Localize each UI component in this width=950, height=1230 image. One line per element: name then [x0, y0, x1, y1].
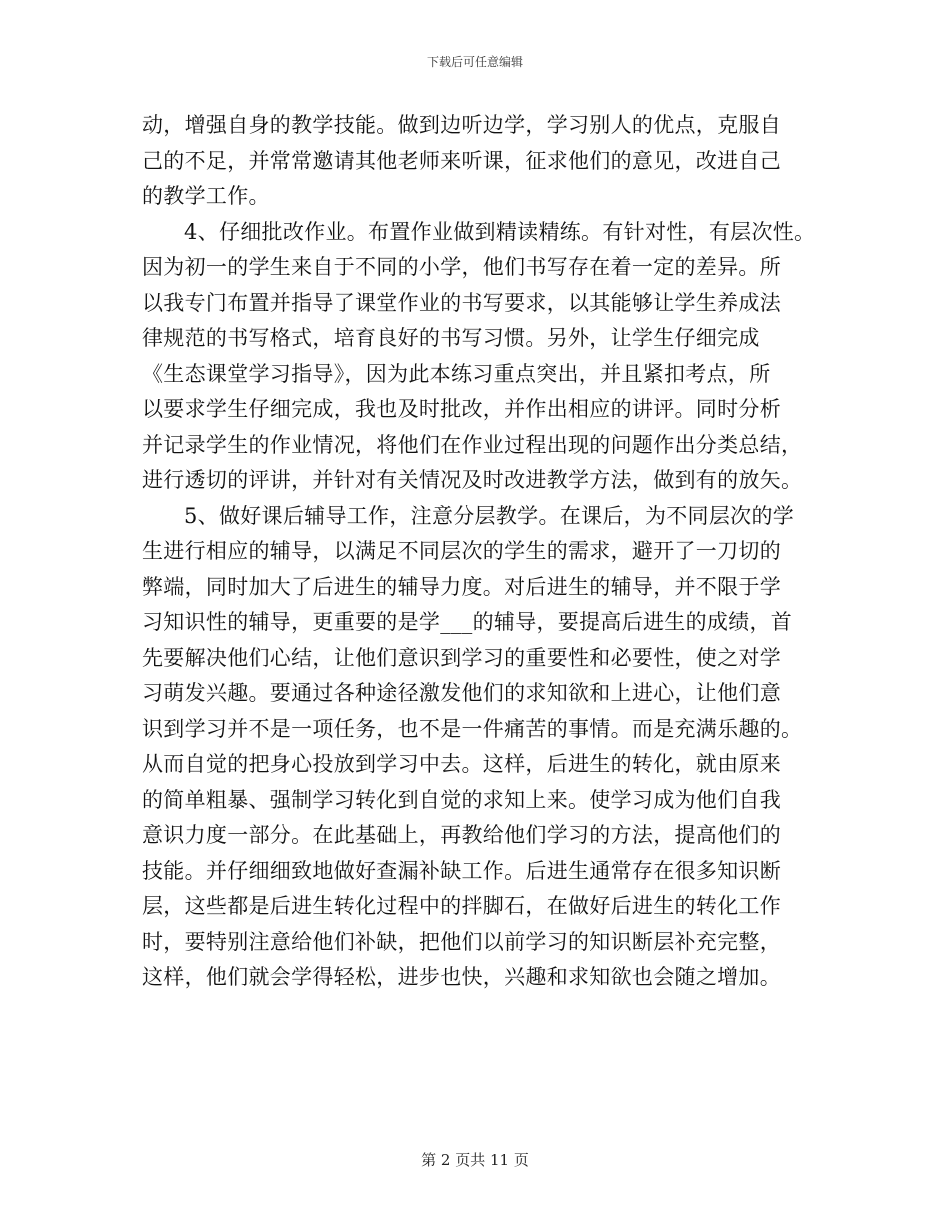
- text-line: 习知识性的辅导，更重要的是学___的辅导，要提高后进生的成绩，首: [142, 610, 793, 634]
- text-line: 进行透切的评讲，并针对有关情况及时改进教学方法，做到有的放矢。: [142, 468, 803, 492]
- paragraph-start-line: 4、仔细批改作业。布置作业做到精读精练。有针对性，有层次性。: [184, 219, 816, 244]
- text-line: 的教学工作。: [142, 184, 270, 208]
- text-line: 这样，他们就会学得轻松，进步也快，兴趣和求知欲也会随之增加。: [142, 965, 781, 989]
- text-line: 《生态课堂学习指导》，因为此本练习重点突出，并且紧扣考点，所: [142, 361, 771, 386]
- text-line: 律规范的书写格式，培育良好的书写习惯。另外，让学生仔细完成: [142, 326, 760, 350]
- text-line: 并记录学生的作业情况，将他们在作业过程出现的问题作出分类总结，: [142, 432, 803, 457]
- text-line: 层，这些都是后进生转化过程中的拌脚石，在做好后进生的转化工作: [142, 894, 781, 918]
- text-line: 技能。并仔细细致地做好查漏补缺工作。后进生通常存在很多知识断: [142, 858, 781, 883]
- text-line: 以我专门布置并指导了课堂作业的书写要求，以其能够让学生养成法: [142, 290, 781, 315]
- text-line: 从而自觉的把身心投放到学习中去。这样，后进生的转化，就由原来: [142, 752, 781, 776]
- text-line: 己的不足，并常常邀请其他老师来听课，征求他们的意见，改进自己: [142, 148, 781, 173]
- document-body: [142, 108, 832, 996]
- page-number-footer: 第 2 页共 11 页: [421, 1151, 529, 1169]
- text-line: 生进行相应的辅导，以满足不同层次的学生的需求，避开了一刀切的: [142, 539, 781, 563]
- text-line: 习萌发兴趣。要通过各种途径激发他们的求知欲和上进心，让他们意: [142, 681, 781, 705]
- text-line: 的简单粗暴、强制学习转化到自觉的求知上来。使学习成为他们自我: [142, 787, 781, 812]
- text-line: 先要解决他们心结，让他们意识到学习的重要性和必要性，使之对学: [142, 645, 781, 670]
- text-line: 动，增强自身的教学技能。做到边听边学，学习别人的优点，克服自: [142, 113, 781, 137]
- text-line: 时，要特别注意给他们补缺，把他们以前学习的知识断层补充完整，: [142, 929, 781, 954]
- text-line: 以要求学生仔细完成，我也及时批改，并作出相应的讲评。同时分析: [142, 397, 781, 421]
- text-line: 因为初一的学生来自于不同的小学，他们书写存在着一定的差异。所: [142, 255, 781, 279]
- text-line: 弊端，同时加大了后进生的辅导力度。对后进生的辅导，并不限于学: [142, 574, 781, 599]
- text-line: 识到学习并不是一项任务，也不是一件痛苦的事情。而是充满乐趣的。: [142, 716, 803, 741]
- page-header: 下载后可任意编辑: [426, 55, 523, 69]
- text-line: 意识力度一部分。在此基础上，再教给他们学习的方法，提高他们的: [142, 823, 781, 847]
- paragraph-start-line: 5、做好课后辅导工作，注意分层教学。在课后，为不同层次的学: [184, 503, 795, 528]
